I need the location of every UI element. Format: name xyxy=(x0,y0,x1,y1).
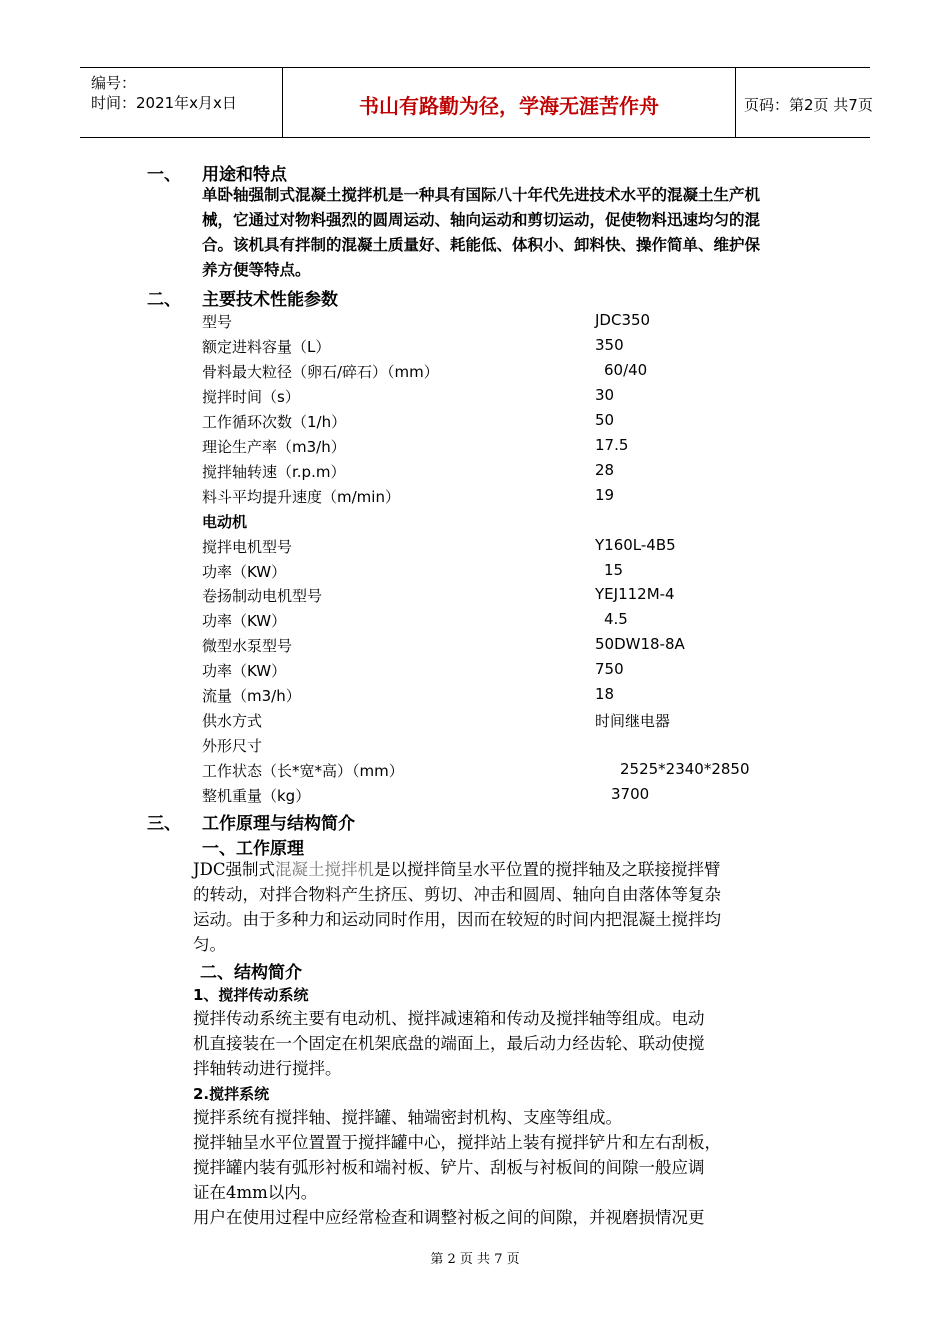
paragraph-line: 机直接装在一个固定在机架底盘的端面上，最后动力经齿轮、联动使搅 xyxy=(193,1034,705,1053)
spec-value: JDC350 xyxy=(595,311,651,329)
section1-line: 单卧轴强制式混凝土搅拌机是一种具有国际八十年代先进技术水平的混凝土生产机 xyxy=(202,186,761,204)
paragraph-line: 搅拌系统有搅拌轴、搅拌罐、轴端密封机构、支座等组成。 xyxy=(193,1108,622,1127)
paragraph-line: 拌轴转动进行搅拌。 xyxy=(193,1059,342,1078)
section1-title: 用途和特点 xyxy=(202,165,287,185)
spec-label: 搅拌电机型号 xyxy=(202,538,293,556)
spec-value: 3700 xyxy=(611,785,650,803)
spec-value: 17.5 xyxy=(595,436,629,454)
spec-value: 60/40 xyxy=(604,361,648,379)
spec-value: 18 xyxy=(595,685,615,703)
spec-label: 微型水泵型号 xyxy=(202,637,293,655)
section1-paragraph xyxy=(202,183,822,283)
spec-value: 50DW18-8A xyxy=(595,635,685,653)
doc-number-label: 编号： xyxy=(91,74,137,92)
spec-value: Y160L-4B5 xyxy=(595,536,676,554)
spec-value: 时间继电器 xyxy=(595,712,671,730)
spec-value: 19 xyxy=(595,486,615,504)
section3-title: 工作原理与结构简介 xyxy=(202,814,355,834)
doc-time-label: 时间：2021年x月x日 xyxy=(91,94,237,112)
header-meta-cell xyxy=(80,68,282,137)
subsection-title: 一、工作原理 xyxy=(202,839,304,859)
spec-label: 骨料最大粒径（卵石/碎石）（mm） xyxy=(202,363,439,381)
spec-label: 工作状态（长*宽*高）（mm） xyxy=(202,762,404,780)
spec-label: 供水方式 xyxy=(202,712,263,730)
spec-label: 外形尺寸 xyxy=(202,737,263,755)
spec-value: 50 xyxy=(595,411,615,429)
spec-value: 28 xyxy=(595,461,615,479)
spec-label: 型号 xyxy=(202,313,233,331)
spec-label: 功率（KW） xyxy=(202,612,287,630)
paragraph-line: 搅拌传动系统主要有电动机、搅拌减速箱和传动及搅拌轴等组成。电动 xyxy=(193,1009,705,1028)
section2-number: 二、 xyxy=(147,290,181,310)
spec-label: 料斗平均提升速度（m/min） xyxy=(202,488,400,506)
spec-label: 卷扬制动电机型号 xyxy=(202,587,323,605)
spec-label: 搅拌轴转速（r.p.m） xyxy=(202,463,346,481)
drive-system-paragraph xyxy=(193,1006,818,1081)
mixing-system-paragraph xyxy=(193,1105,818,1230)
paragraph-line: 匀。 xyxy=(193,935,226,954)
section1-line: 合。该机具有拌制的混凝土质量好、耗能低、体积小、卸料快、操作简单、维护保 xyxy=(202,236,761,254)
paragraph-line: 搅拌轴呈水平位置置于搅拌罐中心，搅拌站上装有搅拌铲片和左右刮板， xyxy=(193,1133,721,1152)
paragraph-line: 证在4mm以内。 xyxy=(193,1183,318,1202)
spec-value: 30 xyxy=(595,386,615,404)
paragraph-line: 运动。由于多种力和运动同时作用，因而在较短的时间内把混凝土搅拌均 xyxy=(193,910,721,929)
text-fragment: 是以搅拌筒呈水平位置的搅拌轴及之联接搅拌臂 xyxy=(373,860,721,879)
spec-label: 功率（KW） xyxy=(202,563,287,581)
item-title: 1、搅拌传动系统 xyxy=(193,986,309,1004)
text-fragment: JDC强制式 xyxy=(193,860,275,879)
spec-label: 额定进料容量（L） xyxy=(202,338,331,356)
spec-value: 4.5 xyxy=(604,610,628,628)
section3-number: 三、 xyxy=(147,814,181,834)
spec-value: 750 xyxy=(595,660,624,678)
paragraph-line xyxy=(193,857,818,882)
section1-number: 一、 xyxy=(147,165,181,185)
paragraph-line: 用户在使用过程中应经常检查和调整衬板之间的间隙，并视磨损情况更 xyxy=(193,1208,705,1227)
spec-value: 15 xyxy=(604,561,624,579)
working-principle-paragraph xyxy=(193,857,818,957)
page-footer: 第 2 页 共 7 页 xyxy=(430,1252,520,1267)
subsection-title: 二、结构简介 xyxy=(200,963,302,983)
header-page-info: 页码：第2页 共7页 xyxy=(744,96,873,114)
spec-label: 工作循环次数（1/h） xyxy=(202,413,347,431)
spec-value: 2525*2340*2850 xyxy=(620,760,750,778)
section1-line: 械，它通过对物料强烈的圆周运动、轴向运动和剪切运动，促使物料迅速均匀的混 xyxy=(202,211,761,229)
paragraph-line: 的转动，对拌合物料产生挤压、剪切、冲击和圆周、轴向自由落体等复杂 xyxy=(193,885,721,904)
spec-value: 350 xyxy=(595,336,624,354)
header-page-cell xyxy=(735,68,873,137)
section2-title: 主要技术性能参数 xyxy=(202,290,338,310)
header-motto: 书山有路勤为径，学海无涯苦作舟 xyxy=(359,94,659,118)
spec-group-heading: 电动机 xyxy=(202,513,248,531)
item-title: 2.搅拌系统 xyxy=(193,1085,270,1103)
spec-label: 流量（m3/h） xyxy=(202,687,301,705)
page-header xyxy=(80,67,873,138)
paragraph-line: 搅拌罐内装有弧形衬板和端衬板、铲片、刮板与衬板间的间隙一般应调 xyxy=(193,1158,705,1177)
spec-label: 功率（KW） xyxy=(202,662,287,680)
section1-line: 养方便等特点。 xyxy=(202,261,311,279)
spec-label: 搅拌时间（s） xyxy=(202,388,300,406)
header-motto-cell xyxy=(282,68,736,137)
spec-label: 整机重量（kg） xyxy=(202,787,311,805)
spec-label: 理论生产率（m3/h） xyxy=(202,438,346,456)
mixer-link[interactable]: 混凝土搅拌机 xyxy=(274,860,374,879)
spec-value: YEJ112M-4 xyxy=(595,585,675,603)
